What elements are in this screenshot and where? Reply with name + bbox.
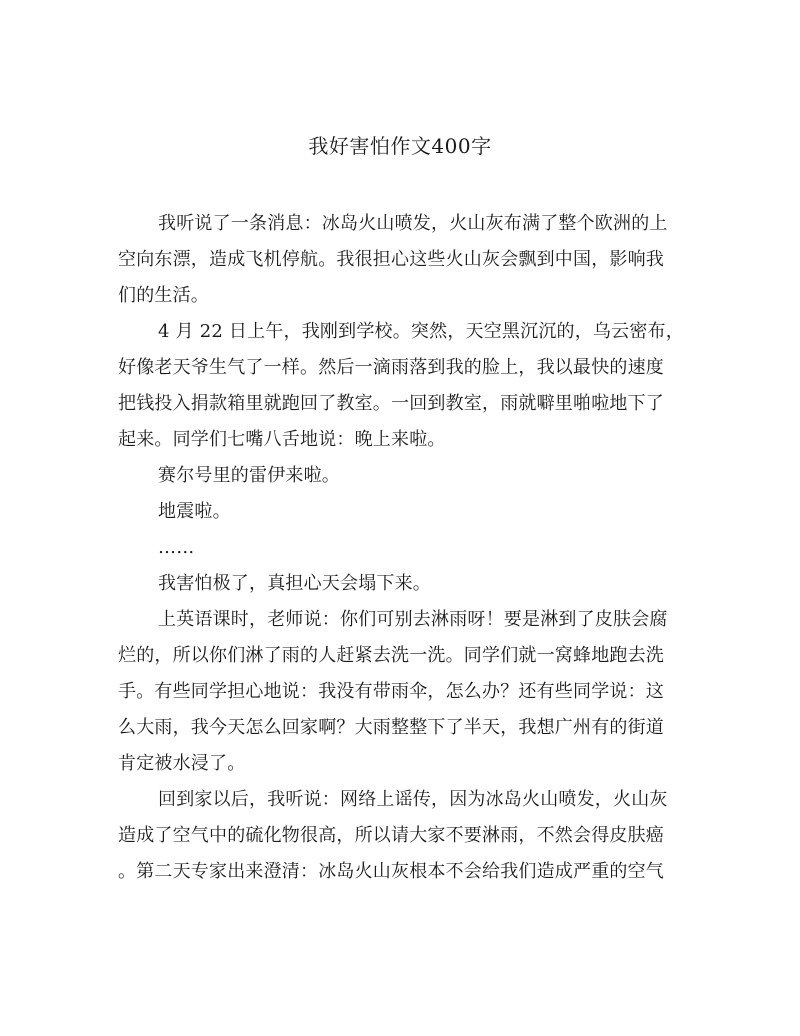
text-line: 肯定被水浸了。 [118,753,246,774]
text-line: …… [158,537,195,558]
text-line: 我听说了一条消息：冰岛火山喷发，火山灰布满了整个欧洲的上 [158,213,668,234]
document-title: 我好害怕作文400字 [308,134,492,158]
text-line: 地震啦。 [158,501,231,522]
text-line: 空向东漂，造成飞机停航。我很担心这些火山灰会飘到中国，影响我 [118,249,664,270]
text-line: 赛尔号里的雷伊来啦。 [158,465,340,486]
document-body [118,206,690,890]
text-line: 造成了空气中的硫化物很高，所以请大家不要淋雨，不然会得皮肤癌 [118,825,664,846]
text-line: 我害怕极了，真担心天会塌下来。 [158,573,431,594]
text-line: 4 月 22 日上午，我刚到学校。突然，天空黑沉沉的，乌云密布， [158,321,684,342]
text-line: 。第二天专家出来澄清：冰岛火山灰根本不会给我们造成严重的空气 [118,861,664,882]
text-line: 么大雨，我今天怎么回家啊？大雨整整下了半天，我想广州有的街道 [118,717,664,738]
text-line: 起来。同学们七嘴八舌地说：晚上来啦。 [118,429,446,450]
text-line: 好像老天爷生气了一样。然后一滴雨落到我的脸上，我以最快的速度 [118,357,664,378]
text-line: 回到家以后，我听说：网络上谣传，因为冰岛火山喷发，火山灰 [158,789,668,810]
text-line: 烂的，所以你们淋了雨的人赶紧去洗一洗。同学们就一窝蜂地跑去洗 [118,645,664,666]
text-line: 上英语课时，老师说：你们可别去淋雨呀！要是淋到了皮肤会腐 [158,609,668,630]
text-line: 们的生活。 [118,285,209,306]
text-line: 把钱投入捐款箱里就跑回了教室。一回到教室，雨就噼里啪啦地下了 [118,393,664,414]
text-line: 手。有些同学担心地说：我没有带雨伞，怎么办？还有些同学说：这 [118,681,664,702]
